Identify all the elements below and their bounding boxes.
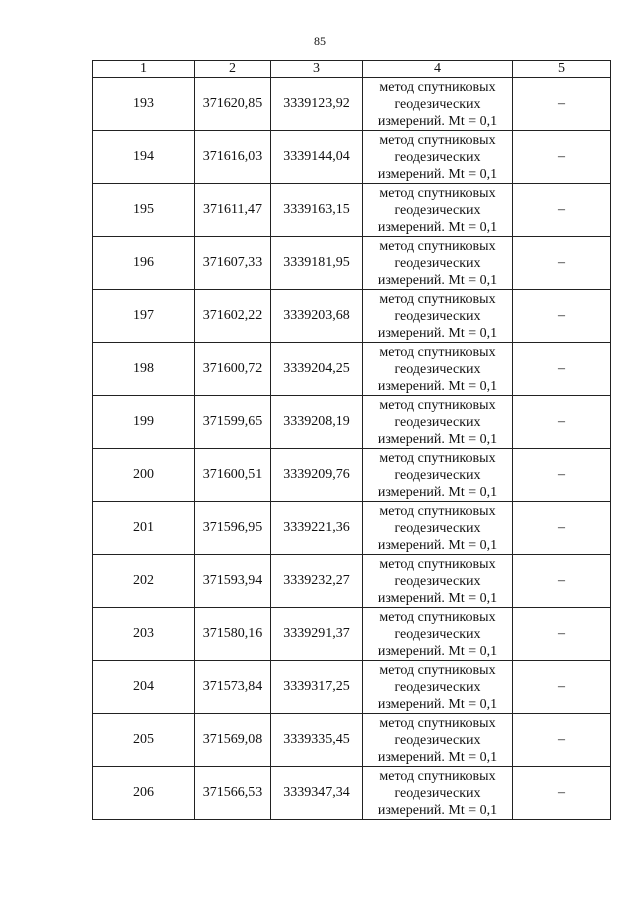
point-number: 197: [93, 290, 195, 343]
method-line-1: метод спутниковых: [379, 185, 496, 201]
coordinate-x: 371566,53: [195, 767, 271, 820]
method-line-2: геодезических: [394, 732, 481, 748]
method-description: [363, 608, 513, 661]
table-row: [93, 290, 611, 343]
point-number: 193: [93, 78, 195, 131]
method-line-1: метод спутниковых: [379, 132, 496, 148]
method-description: [363, 714, 513, 767]
table-row: [93, 714, 611, 767]
point-number: 206: [93, 767, 195, 820]
point-number: 204: [93, 661, 195, 714]
method-line-3: измерений. Mt = 0,1: [377, 643, 498, 659]
point-number: 201: [93, 502, 195, 555]
column-header-2: 2: [195, 61, 271, 78]
method-line-1: метод спутниковых: [379, 79, 496, 95]
point-number: 196: [93, 237, 195, 290]
coordinate-y: 3339317,25: [271, 661, 363, 714]
table-row: [93, 131, 611, 184]
method-line-3: измерений. Mt = 0,1: [377, 378, 498, 394]
table-row: [93, 449, 611, 502]
method-line-1: метод спутниковых: [379, 715, 496, 731]
coordinate-x: 371600,72: [195, 343, 271, 396]
method-line-2: геодезических: [394, 467, 481, 483]
method-line-3: измерений. Mt = 0,1: [377, 166, 498, 182]
coordinate-y: 3339204,25: [271, 343, 363, 396]
method-line-2: геодезических: [394, 679, 481, 695]
page-number: 85: [314, 34, 326, 48]
note-cell: –: [513, 661, 611, 714]
method-description: [363, 767, 513, 820]
point-number: 205: [93, 714, 195, 767]
note-cell: –: [513, 290, 611, 343]
coordinate-x: 371599,65: [195, 396, 271, 449]
coordinate-y: 3339209,76: [271, 449, 363, 502]
method-description: [363, 555, 513, 608]
coordinate-y: 3339221,36: [271, 502, 363, 555]
method-description: [363, 184, 513, 237]
method-line-2: геодезических: [394, 149, 481, 165]
table-row: [93, 396, 611, 449]
coordinate-y: 3339208,19: [271, 396, 363, 449]
coordinate-y: 3339144,04: [271, 131, 363, 184]
coordinate-y: 3339203,68: [271, 290, 363, 343]
note-cell: –: [513, 131, 611, 184]
coordinate-x: 371596,95: [195, 502, 271, 555]
method-line-3: измерений. Mt = 0,1: [377, 431, 498, 447]
coordinate-x: 371600,51: [195, 449, 271, 502]
point-number: 198: [93, 343, 195, 396]
method-line-2: геодезических: [394, 255, 481, 271]
method-line-2: геодезических: [394, 308, 481, 324]
column-header-1: 1: [93, 61, 195, 78]
table-row: [93, 661, 611, 714]
coordinate-y: 3339291,37: [271, 608, 363, 661]
method-line-1: метод спутниковых: [379, 238, 496, 254]
method-line-2: геодезических: [394, 361, 481, 377]
note-cell: –: [513, 608, 611, 661]
method-line-2: геодезических: [394, 573, 481, 589]
column-header-5: 5: [513, 61, 611, 78]
note-cell: –: [513, 184, 611, 237]
method-description: [363, 449, 513, 502]
coordinate-y: 3339181,95: [271, 237, 363, 290]
point-number: 195: [93, 184, 195, 237]
point-number: 194: [93, 131, 195, 184]
method-line-1: метод спутниковых: [379, 768, 496, 784]
table-row: [93, 78, 611, 131]
note-cell: –: [513, 449, 611, 502]
coordinate-x: 371573,84: [195, 661, 271, 714]
column-header-3: 3: [271, 61, 363, 78]
note-cell: –: [513, 396, 611, 449]
coordinate-y: 3339232,27: [271, 555, 363, 608]
note-cell: –: [513, 555, 611, 608]
method-line-3: измерений. Mt = 0,1: [377, 802, 498, 818]
column-header-4: 4: [363, 61, 513, 78]
method-line-2: геодезических: [394, 202, 481, 218]
table-row: [93, 343, 611, 396]
method-line-3: измерений. Mt = 0,1: [377, 325, 498, 341]
method-description: [363, 78, 513, 131]
method-description: [363, 661, 513, 714]
coordinate-x: 371602,22: [195, 290, 271, 343]
coordinate-y: 3339335,45: [271, 714, 363, 767]
method-line-1: метод спутниковых: [379, 556, 496, 572]
method-line-1: метод спутниковых: [379, 662, 496, 678]
method-line-3: измерений. Mt = 0,1: [377, 272, 498, 288]
point-number: 200: [93, 449, 195, 502]
method-line-1: метод спутниковых: [379, 344, 496, 360]
method-description: [363, 396, 513, 449]
coordinate-y: 3339123,92: [271, 78, 363, 131]
method-line-3: измерений. Mt = 0,1: [377, 749, 498, 765]
method-line-1: метод спутниковых: [379, 609, 496, 625]
coordinate-x: 371580,16: [195, 608, 271, 661]
coordinate-x: 371616,03: [195, 131, 271, 184]
table-row: [93, 237, 611, 290]
method-line-2: геодезических: [394, 626, 481, 642]
coordinate-x: 371569,08: [195, 714, 271, 767]
point-number: 199: [93, 396, 195, 449]
note-cell: –: [513, 343, 611, 396]
method-line-3: измерений. Mt = 0,1: [377, 537, 498, 553]
coordinates-table: [92, 60, 611, 820]
method-line-3: измерений. Mt = 0,1: [377, 113, 498, 129]
method-line-3: измерений. Mt = 0,1: [377, 696, 498, 712]
point-number: 203: [93, 608, 195, 661]
method-line-1: метод спутниковых: [379, 397, 496, 413]
coordinate-x: 371607,33: [195, 237, 271, 290]
table-body: [93, 78, 611, 820]
method-description: [363, 343, 513, 396]
method-description: [363, 290, 513, 343]
method-line-3: измерений. Mt = 0,1: [377, 219, 498, 235]
table-row: [93, 502, 611, 555]
coordinate-x: 371593,94: [195, 555, 271, 608]
table-header-row: [93, 61, 611, 78]
method-line-1: метод спутниковых: [379, 503, 496, 519]
method-line-1: метод спутниковых: [379, 291, 496, 307]
note-cell: –: [513, 714, 611, 767]
method-line-1: метод спутниковых: [379, 450, 496, 466]
method-line-3: измерений. Mt = 0,1: [377, 484, 498, 500]
table-row: [93, 767, 611, 820]
note-cell: –: [513, 767, 611, 820]
method-line-2: геодезических: [394, 414, 481, 430]
method-line-2: геодезических: [394, 96, 481, 112]
method-description: [363, 502, 513, 555]
note-cell: –: [513, 78, 611, 131]
note-cell: –: [513, 502, 611, 555]
coordinate-x: 371620,85: [195, 78, 271, 131]
coordinate-y: 3339347,34: [271, 767, 363, 820]
table-row: [93, 608, 611, 661]
method-line-2: геодезических: [394, 520, 481, 536]
point-number: 202: [93, 555, 195, 608]
table-row: [93, 555, 611, 608]
coordinate-y: 3339163,15: [271, 184, 363, 237]
method-description: [363, 131, 513, 184]
table-row: [93, 184, 611, 237]
coordinate-x: 371611,47: [195, 184, 271, 237]
method-line-3: измерений. Mt = 0,1: [377, 590, 498, 606]
method-description: [363, 237, 513, 290]
note-cell: –: [513, 237, 611, 290]
method-line-2: геодезических: [394, 785, 481, 801]
